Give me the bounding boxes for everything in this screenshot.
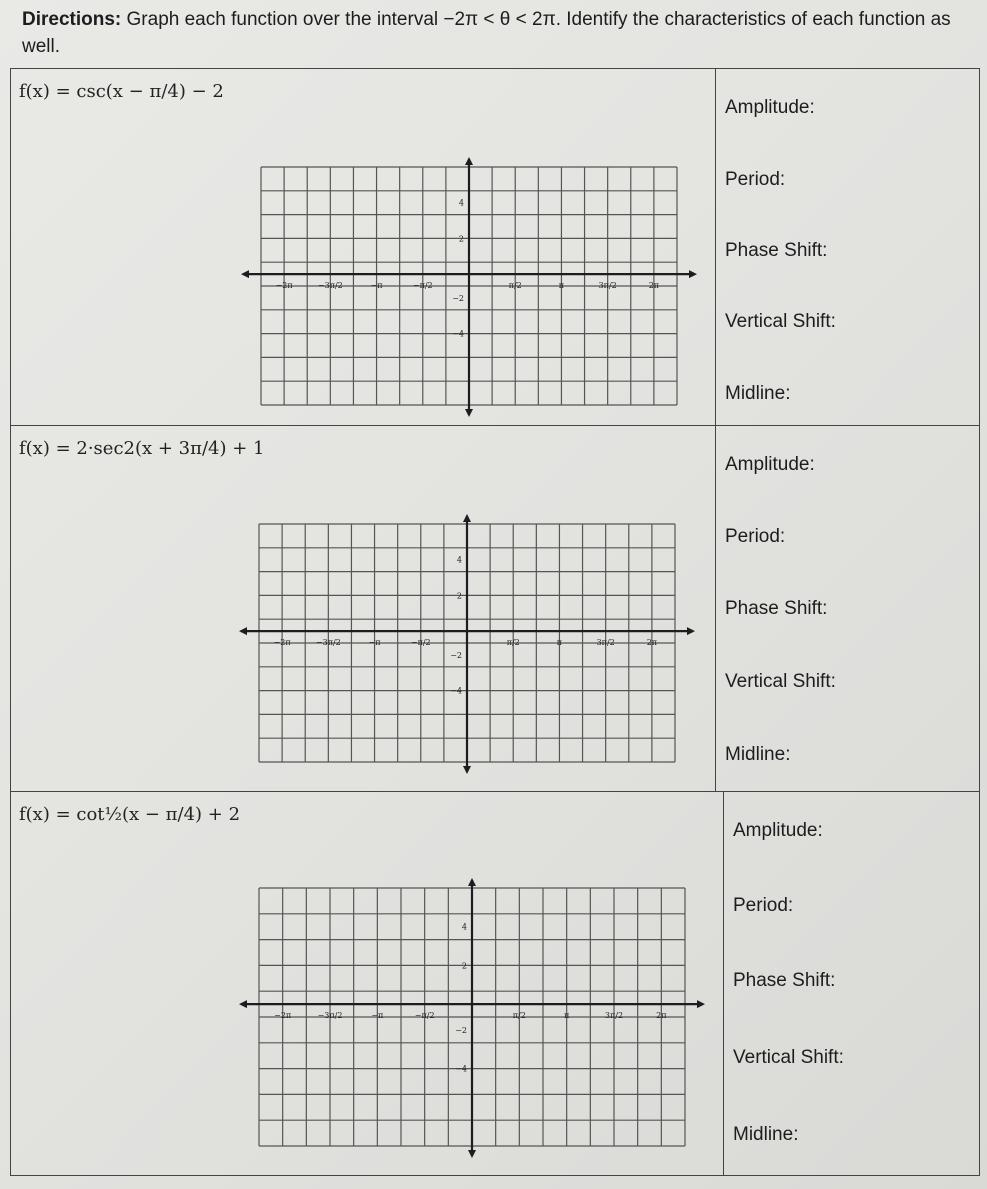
problem-row-1 [11, 69, 979, 426]
x-tick-label: 2π [646, 638, 658, 648]
x-tick-label: 3π/2 [598, 281, 617, 291]
properties-list [725, 69, 975, 426]
column-divider [723, 792, 724, 1175]
x-tick-label: 2π [648, 281, 660, 291]
directions-label: Directions: [22, 9, 122, 30]
y-tick-label: 2 [456, 591, 462, 601]
function-expression: f(x) = 2·sec2(x + 3π/4) + 1 [19, 438, 265, 459]
properties-list [725, 426, 975, 792]
x-axis-arrow [239, 1000, 247, 1008]
y-tick-label: 4 [456, 555, 462, 565]
y-tick-label: 4 [458, 198, 464, 208]
x-tick-label: π [558, 281, 565, 291]
period-label: Period: [725, 526, 786, 547]
properties-list [733, 792, 978, 1175]
y-tick-label: 2 [458, 234, 464, 244]
x-tick-label: −3π/2 [315, 638, 341, 648]
y-tick-label: −2 [452, 293, 464, 303]
coordinate-grid-1[interactable] [239, 157, 699, 427]
y-tick-label: −4 [455, 1064, 467, 1074]
vertical-shift-label: Vertical Shift: [725, 671, 836, 692]
y-axis-arrow [463, 766, 471, 774]
x-axis-arrow [689, 270, 697, 278]
x-tick-label: −2π [274, 1011, 292, 1021]
x-axis-arrow [239, 627, 247, 635]
x-tick-label: −π [370, 281, 383, 291]
y-axis-arrow [468, 878, 476, 886]
y-axis-arrow [465, 409, 473, 417]
x-tick-label: π/2 [512, 1011, 526, 1021]
phase-shift-label: Phase Shift: [733, 970, 836, 991]
x-axis-arrow [687, 627, 695, 635]
x-tick-label: 3π/2 [596, 638, 615, 648]
problem-row-3 [11, 792, 979, 1175]
midline-label: Midline: [725, 383, 791, 404]
phase-shift-label: Phase Shift: [725, 240, 828, 261]
x-tick-label: −π [368, 638, 381, 648]
amplitude-label: Amplitude: [733, 820, 823, 841]
period-label: Period: [733, 895, 794, 916]
y-tick-label: 4 [461, 922, 467, 932]
coordinate-grid-2[interactable] [237, 514, 697, 784]
y-axis-arrow [463, 514, 471, 522]
x-tick-label: 3π/2 [604, 1011, 624, 1021]
y-tick-label: −2 [450, 650, 462, 660]
column-divider [715, 69, 716, 425]
phase-shift-label: Phase Shift: [725, 598, 828, 619]
x-tick-label: π/2 [506, 638, 520, 648]
x-tick-label: π [556, 638, 563, 648]
amplitude-label: Amplitude: [725, 454, 815, 475]
y-tick-label: −4 [452, 329, 464, 339]
vertical-shift-label: Vertical Shift: [733, 1047, 844, 1068]
midline-label: Midline: [725, 744, 791, 765]
y-axis-arrow [468, 1150, 476, 1158]
amplitude-label: Amplitude: [725, 97, 815, 118]
x-tick-label: −π/2 [412, 281, 433, 291]
y-axis-arrow [465, 157, 473, 165]
y-tick-label: −4 [450, 686, 462, 696]
x-tick-label: −3π/2 [317, 1011, 343, 1021]
x-tick-label: −π/2 [414, 1011, 435, 1021]
function-expression: f(x) = cot½(x − π/4) + 2 [19, 804, 241, 825]
x-tick-label: 2π [656, 1011, 667, 1021]
x-axis-arrow [697, 1000, 705, 1008]
function-expression: f(x) = csc(x − π/4) − 2 [19, 81, 224, 102]
x-tick-label: −2π [273, 638, 291, 648]
x-tick-label: −2π [275, 281, 293, 291]
directions-text: Graph each function over the interval −2π < θ < 2π. Identify the characteristics of each function as well. [22, 9, 951, 57]
midline-label: Midline: [733, 1124, 799, 1145]
column-divider [715, 426, 716, 791]
period-label: Period: [725, 169, 786, 190]
x-tick-label: π [564, 1011, 570, 1021]
x-tick-label: π/2 [508, 281, 522, 291]
x-axis-arrow [241, 270, 249, 278]
vertical-shift-label: Vertical Shift: [725, 311, 836, 332]
x-tick-label: −π/2 [410, 638, 431, 648]
problem-row-2 [11, 426, 979, 792]
directions [22, 6, 962, 60]
coordinate-grid-3[interactable] [237, 878, 707, 1168]
problem-table [10, 68, 980, 1176]
y-tick-label: 2 [461, 961, 467, 971]
x-tick-label: −3π/2 [317, 281, 343, 291]
y-tick-label: −2 [455, 1025, 467, 1035]
x-tick-label: −π [371, 1011, 384, 1021]
